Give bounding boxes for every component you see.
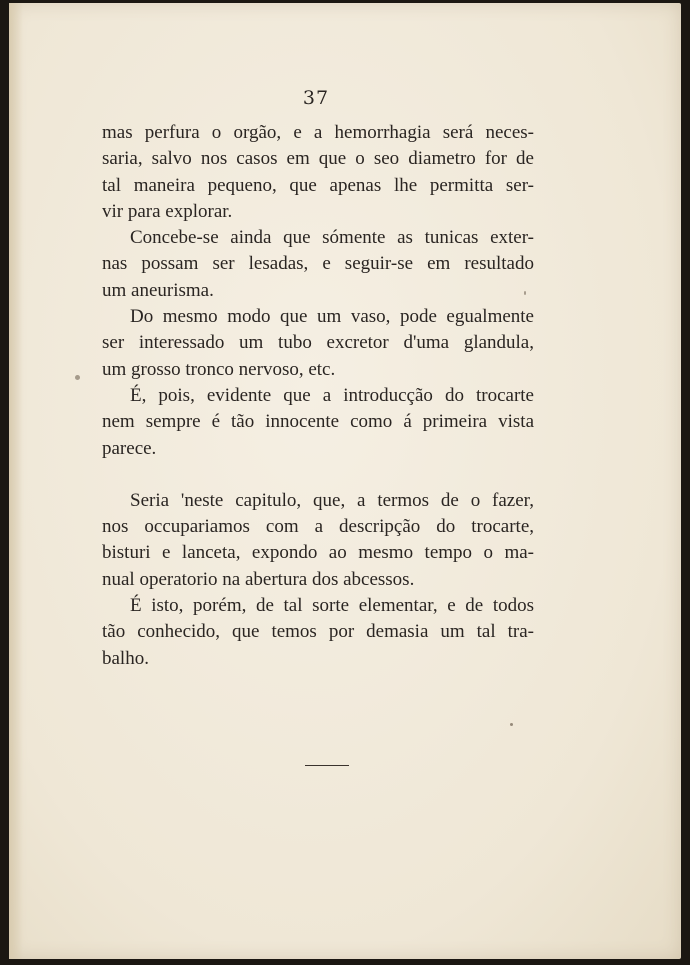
paragraph: [102, 488, 534, 593]
text-line: saria, salvo nos casos em que o seo diametro for de: [102, 148, 534, 170]
paragraph: [102, 593, 534, 672]
text-line: nual operatorio na abertura dos abcessos.: [102, 568, 415, 590]
text-line: um aneurisma.: [102, 279, 214, 301]
text-line: tal maneira pequeno, que apenas lhe permitta ser-: [102, 174, 534, 196]
text-line: nas possam ser lesadas, e seguir-se em resultado: [102, 253, 534, 275]
text-line: mas perfura o orgão, e a hemorrhagia será neces-: [102, 122, 534, 143]
text-line: tão conhecido, que temos por demasia um tal tra-: [102, 621, 534, 643]
text-line: É isto, porém, de tal sorte elementar, e de todos: [130, 595, 534, 617]
paper-speck: [75, 375, 80, 380]
text-line: É, pois, evidente que a introducção do trocarte: [130, 384, 534, 406]
page-number: 37: [302, 87, 330, 109]
text-line: Concebe-se ainda que sómente as tunicas exter-: [130, 227, 534, 249]
paragraph: [102, 225, 534, 304]
paper-speck: [510, 723, 513, 726]
page-gutter-shadow: [9, 3, 23, 959]
paragraph-gap: [102, 462, 534, 488]
text-line: bisturi e lanceta, expondo ao mesmo tempo o ma-: [102, 542, 534, 564]
text-line: nem sempre é tão innocente como á primeira vista: [102, 411, 534, 433]
text-line: um grosso tronco nervoso, etc.: [102, 358, 336, 380]
book-page: [9, 3, 681, 959]
text-line: parece.: [102, 437, 157, 459]
text-line: ser interessado um tubo excretor d'uma glandula,: [102, 332, 534, 354]
paragraph: [102, 120, 534, 225]
text-line: Seria 'neste capitulo, que, a termos de o fazer,: [130, 489, 534, 511]
text-line: balho.: [102, 647, 149, 669]
section-end-rule: [305, 765, 349, 766]
paper-speck: [524, 291, 526, 295]
body-text: [102, 120, 534, 672]
text-line: Do mesmo modo que um vaso, pode egualmente: [130, 306, 534, 328]
paragraph: [102, 304, 534, 383]
text-line: nos occupariamos com a descripção do trocarte,: [102, 516, 534, 538]
paragraph: [102, 383, 534, 462]
text-line: vir para explorar.: [102, 200, 233, 222]
